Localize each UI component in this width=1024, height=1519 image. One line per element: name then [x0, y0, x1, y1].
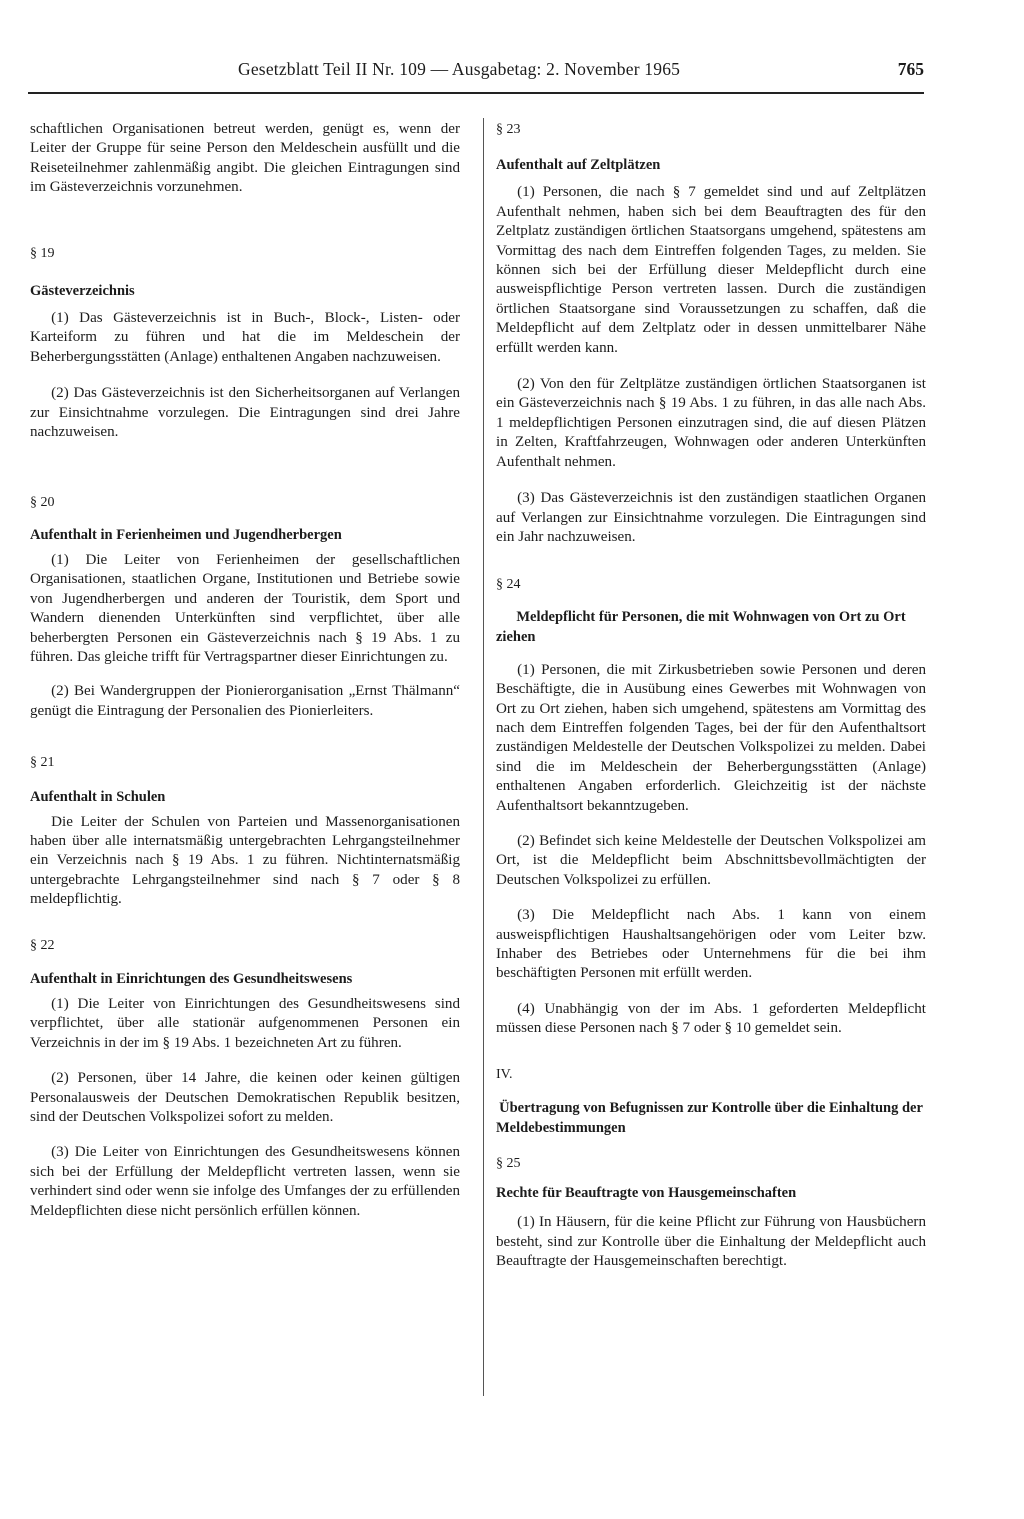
page-header: [28, 56, 924, 94]
section-21-title: Aufenthalt in Schulen: [30, 788, 166, 805]
section-25-para-1: (1) In Häusern, für die keine Pflicht zur Führung von Hausbüchern besteht, sind zur Kontrolle über die Einhaltung der Meldepflicht auch Beauftragte der Hausgemeinschaften berechtigt.: [496, 1214, 926, 1270]
section-23-para-3: (3) Das Gästeverzeichnis ist den zuständigen staatlichen Organen auf Verlangen zur Einsichtnahme vorzulegen. Die Eintragungen sind ein Jahr nachzuweisen.: [496, 490, 926, 545]
section-25-title: Rechte für Beauftragte von Hausgemeinschaften: [496, 1185, 797, 1202]
part-4-number: IV.: [496, 1066, 513, 1082]
section-24-number: § 24: [496, 577, 521, 593]
continued-paragraph: schaftlichen Organisationen betreut werden, genügt es, wenn der Leiter der Gruppe für seine Person den Meldeschein ausfüllt und die Reiseteilnehmer zahlenmäßig angibt. Die gleichen Eintragungen sind im Gästeverzeichnis vorzunehmen.: [30, 121, 460, 196]
section-24-title: Meldepflicht für Personen, die mit Wohnwagen von Ort zu Ort ziehen: [496, 608, 906, 645]
section-25-number: § 25: [496, 1156, 521, 1172]
section-24-para-3: (3) Die Meldepflicht nach Abs. 1 kann von einem ausweispflichtigen Haushaltsangehörigen oder vom Leiter bzw. Inhaber des Betriebes oder Unternehmens für die bei ihm beschäftigten Personen mit erfüllt werden.: [496, 907, 926, 982]
section-21-number: § 21: [30, 755, 55, 771]
section-20-number: § 20: [30, 495, 55, 511]
section-23-para-1: (1) Personen, die nach § 7 gemeldet sind und auf Zeltplätzen Aufenthalt nehmen, haben sich bei dem Beauftragten des für den Zeltplatz zuständigen örtlichen Staatsorgans umgehend, spätestens am Vormittag des nach dem Eintreffen folgenden Tages, zu melden. Sie können sich bei der Erfüllung dieser Meldepflicht durch eine ausweispflichtige Person vertreten lassen. Durch die zuständigen örtlichen Staatsorgane sind Voraussetzungen zu schaffen, daß die Meldepflicht auf dem Zeltplatz oder in dessen unmittelbarer Nähe erfüllt werden kann.: [496, 184, 926, 356]
right-column: [496, 120, 926, 1272]
section-19-title: Gästeverzeichnis: [30, 283, 135, 300]
section-22-title: Aufenthalt in Einrichtungen des Gesundheitswesens: [30, 970, 353, 987]
column-divider: [483, 118, 484, 1396]
page-number: 765: [897, 59, 924, 79]
section-24-para-4: (4) Unabhängig von der im Abs. 1 geforderten Meldepflicht müssen diese Personen nach § 7 oder § 10 gemeldet sein.: [496, 1000, 926, 1037]
section-22-number: § 22: [30, 937, 55, 953]
section-20-para-2: (2) Bei Wandergruppen der Pionierorganisation „Ernst Thälmann“ genügt die Eintragung der Personalien des Pionierleiters.: [30, 683, 460, 719]
section-22-para-2: (2) Personen, über 14 Jahre, die keinen oder keinen gültigen Personalausweis der Deutschen Demokratischen Republik besitzen, sind der Deutschen Volkspolizei sofort zu melden.: [30, 1070, 460, 1125]
section-23-title: Aufenthalt auf Zeltplätzen: [496, 157, 661, 174]
section-20-title: Aufenthalt in Ferienheimen und Jugendherbergen: [30, 526, 342, 543]
section-19-para-1: (1) Das Gästeverzeichnis ist in Buch-, Block-, Listen- oder Karteiform zu führen und hat die im Meldeschein der Beherbergungsstätten (Anlage) enthaltenen Angaben nachzuweisen.: [30, 310, 460, 365]
section-23-number: § 23: [496, 122, 521, 137]
section-21-para-1: Die Leiter der Schulen von Parteien und Massenorganisationen haben über alle internatsmäßig untergebrachten Lehrgangsteilnehmer ein Verzeichnis nach § 19 Abs. 1 zu führen. Nichtinternatsmäßig untergebrachte Lehrgangsteilnehmer sind nach § 7 oder § 8 meldepflichtig.: [30, 813, 460, 908]
part-4-title: Übertragung von Befugnissen zur Kontrolle über die Einhaltung der Meldebestimmungen: [496, 1100, 923, 1137]
section-20-para-1: (1) Die Leiter von Ferienheimen der gesellschaftlichen Organisationen, staatlichen Organe, Institutionen und Betriebe sowie von Jugendherbergen und anderen der Touristik, dem Sport und Wandern dienenden Unterkünften sind verpflichtet, über alle beherbergten Personen ein Gästeverzeichnis nach § 19 Abs. 1 zu führen. Das gleiche trifft für Vertragspartner dieser Einrichtungen zu.: [30, 551, 460, 665]
section-19-number: § 19: [30, 245, 55, 261]
section-23-para-2: (2) Von den für Zeltplätze zuständigen örtlichen Staatsorganen ist ein Gästeverzeichnis nach § 19 Abs. 1 zu führen, in das alle nach Abs. 1 meldepflichtigen Personen einzutragen sind, die auf diesen Plätzen in Zelten, Kraftfahrzeugen, Wohnwagen oder anderen Unterkünften Aufenthalt nehmen.: [496, 376, 926, 470]
header-title: Gesetzblatt Teil II Nr. 109 — Ausgabetag: 2. November 1965: [238, 59, 681, 79]
left-column: [30, 120, 460, 1221]
section-19-para-2: (2) Das Gästeverzeichnis ist den Sicherheitsorganen auf Verlangen zur Einsichtnahme vorzulegen. Die Eintragungen sind drei Jahre nachzuweisen.: [30, 385, 460, 441]
section-22-para-1: (1) Die Leiter von Einrichtungen des Gesundheitswesens sind verpflichtet, über alle stationär aufgenommenen Personen ein Verzeichnis in der im § 19 Abs. 1 bezeichneten Art zu führen.: [30, 995, 460, 1051]
section-22-para-3: (3) Die Leiter von Einrichtungen des Gesundheitswesens können sich bei der Erfüllung der Meldepflicht vertreten lassen, wenn sie verhindert sind oder wenn sie infolge des Umfanges der zu erfüllenden Meldepflichten diese nicht persönlich erfüllen können.: [30, 1144, 460, 1219]
section-24-para-1: (1) Personen, die mit Zirkusbetrieben sowie Personen und deren Beschäftigte, die in Ausübung eines Gewerbes mit Wohnwagen von Ort zu Ort ziehen, haben sich umgehend, spätestens am Vormittag des nach dem Eintreffen folgenden Tages, bei der für den Aufenthaltsort zuständigen Meldestelle der Deutschen Volkspolizei zu melden. Dabei sind die im Meldeschein der Beherbergungsstätten (Anlage) enthaltenen Angaben erforderlich. Gleichzeitig ist der nächste Aufenthaltsort bekanntzugeben.: [496, 661, 926, 814]
section-24-para-2: (2) Befindet sich keine Meldestelle der Deutschen Volkspolizei am Ort, ist die Meldepflicht beim Abschnittsbevollmächtigten der Deutschen Volkspolizei zu erfüllen.: [496, 832, 926, 888]
